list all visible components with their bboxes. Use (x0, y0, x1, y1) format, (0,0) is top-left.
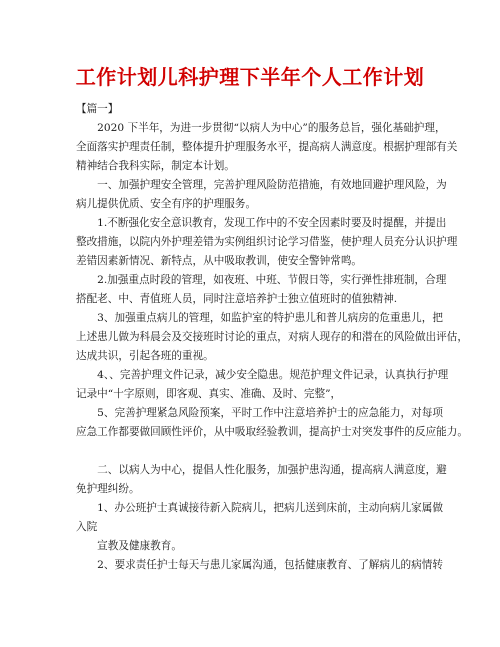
body-text-line: 差错因素新情况、新特点，从中吸取教训，使安全警钟常鸣。 (76, 255, 363, 267)
document-title: 工作计划儿科护理下半年个人工作计划 (75, 65, 425, 89)
body-text-line: 应急工作都要做回顾性评价，从中吸取经验教训，提高护士对突发事件的反应能力。 (76, 426, 468, 438)
body-text-line: 搭配老、中、青值班人员，同时注意培养护士独立值班时的值独精神. (76, 293, 398, 305)
body-text-line: 1、办公班护士真诚接待新入院病儿，把病儿送到床前，主动向病儿家属做 (76, 502, 443, 514)
body-text-line: 精神结合我科实际，制定本计划。 (76, 160, 235, 172)
body-text-line: 4、、完善护理文件记录，减少安全隐患。规范护理文件记录，认真执行护理 (76, 369, 449, 381)
body-text-line: 5、完善护理紧急风险预案，平时工作中注意培养护士的应急能力，对每项 (76, 407, 443, 419)
body-text-line: 上述患儿做为科晨会及交接班时讨论的重点，对病人现存的和潜在的风险做出评估， (76, 331, 468, 343)
body-text-line: 2、要求责任护士每天与患儿家属沟通，包括健康教育、了解病儿的病情转 (76, 559, 443, 571)
body-text-line: 3、加强重点病儿的管理，如监护室的特护患儿和普儿病房的危重患儿，把 (76, 312, 443, 324)
body-text-line: 宣教及健康教育。 (76, 540, 182, 552)
body-text-line: 入院 (76, 521, 98, 533)
body-text-line: 二、以病人为中心，提倡人性化服务，加强护患沟通，提高病人满意度，避 (76, 464, 447, 476)
body-text-line: 2.加强重点时段的管理，如夜班、中班、节假日等，实行弹性排班制，合理 (76, 274, 447, 286)
section-heading: 【篇一】 (76, 103, 119, 115)
blank-line (76, 442, 436, 461)
body-text-line: 1.不断强化安全意识教育，发现工作中的不安全因素时要及时提醒，并提出 (76, 217, 447, 229)
body-text-line: 病儿提供优质、安全有序的护理服务。 (76, 198, 257, 210)
body-text-line: 全面落实护理责任制，整体提升护理服务水平，提高病人满意度。根据护理部有关 (76, 141, 458, 153)
body-text-line: 整改措施，以院内外护理差错为实例组织讨论学习借鉴，使护理人员充分认识护理 (76, 236, 458, 248)
body-text-line: 达成共识，引起各班的重视。 (76, 350, 214, 362)
document-body (76, 100, 468, 575)
body-text-line: 一、加强护理安全管理，完善护理风险防范措施，有效地回避护理风险，为 (76, 179, 447, 191)
body-text-line: 记录中“十字原则，即客观、真实、准确、及时、完整”， (76, 388, 342, 400)
body-text-line: 免护理纠纷。 (76, 483, 140, 495)
body-text-line: 2020 下半年，为进一步贯彻“以病人为中心”的服务总旨，强化基础护理， (76, 122, 446, 134)
